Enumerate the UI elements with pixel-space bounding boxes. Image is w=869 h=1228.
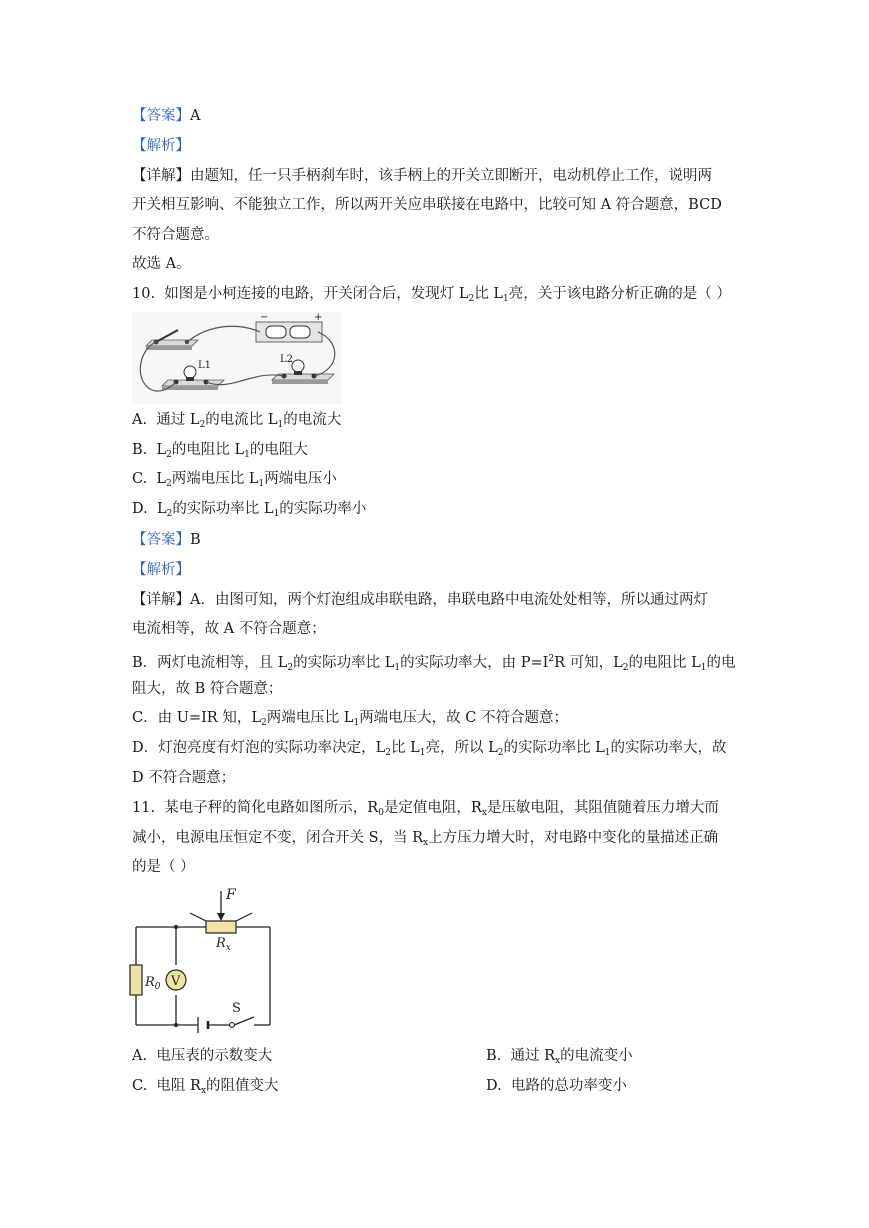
subscript: x xyxy=(423,838,429,848)
subscript: 2 xyxy=(260,718,267,728)
stem-text: 减小，电源电压恒定不变，闭合开关 S，当 R xyxy=(132,830,424,846)
option-text: 的电阻比 L xyxy=(171,442,245,458)
q11-circuit-figure xyxy=(132,885,282,1030)
q10-detail-line-4: 阻大，故 B 符合题意； xyxy=(132,681,283,697)
subscript: 1 xyxy=(244,450,250,460)
option-letter: B. xyxy=(486,1048,502,1064)
subscript: 1 xyxy=(353,718,360,728)
option-letter: C. xyxy=(132,1078,148,1094)
subscript: 2 xyxy=(497,748,504,758)
subscript: 1 xyxy=(277,420,284,430)
detail-tag: 【详解】 xyxy=(132,168,190,184)
q11-option-c[interactable] xyxy=(132,1076,279,1101)
q9-conclusion: 故选 A。 xyxy=(132,256,191,272)
detail-text: B．两灯电流相等，且 L xyxy=(132,655,288,671)
rx-subscript: x xyxy=(225,943,231,953)
r0-label xyxy=(144,975,161,992)
q10-detail-line-7: D 不符合题意； xyxy=(132,770,236,786)
q11-stem-line-2 xyxy=(132,828,718,853)
subscript: 2 xyxy=(622,663,629,673)
answer-value: B xyxy=(190,532,201,548)
question-number: 10. xyxy=(132,286,156,302)
subscript: x xyxy=(555,1056,561,1066)
q10-detail-line-3 xyxy=(132,649,735,678)
subscript: 2 xyxy=(287,663,294,673)
option-text: L xyxy=(156,501,167,517)
option-letter: A. xyxy=(132,412,148,428)
q10-detail-line-6 xyxy=(132,738,726,763)
stem-text: 亮，关于该电路分析正确的是（ ） xyxy=(508,286,731,302)
option-text: 电压表的示数变大 xyxy=(156,1048,273,1064)
option-text: 的电流变小 xyxy=(560,1048,633,1064)
detail-text: 的电 xyxy=(706,655,736,671)
option-text: 的电阻大 xyxy=(249,442,308,458)
stem-text: 是定值电阻，R xyxy=(383,800,482,816)
rx-label xyxy=(215,936,231,953)
detail-text: 两端电压大，故 C 不符合题意； xyxy=(359,710,568,726)
q10-option-b[interactable] xyxy=(132,440,308,465)
q10-stem xyxy=(132,284,731,309)
detail-text: 的实际功率比 L xyxy=(503,740,605,756)
rx-resistor xyxy=(206,921,236,933)
detail-text: A．由图可知，两个灯泡组成串联电路，串联电路中电流处处相等，所以通过两灯 xyxy=(190,592,708,608)
l2-label: L2 xyxy=(280,354,294,365)
option-letter: B. xyxy=(132,442,148,458)
q11-stem-line-3: 的是（ ） xyxy=(132,859,195,875)
detail-text: R 可知，L xyxy=(554,655,623,671)
subscript: 2 xyxy=(166,479,172,489)
option-text: L xyxy=(156,442,167,458)
subscript: 2 xyxy=(468,294,475,304)
q10-option-c[interactable] xyxy=(132,469,337,494)
detail-text: 的实际功率大，故 xyxy=(610,740,727,756)
subscript: 2 xyxy=(199,420,206,430)
subscript: 1 xyxy=(503,294,509,304)
r0-resistor xyxy=(130,965,142,995)
detail-text: 的电阻比 L xyxy=(628,655,701,671)
circuit-wires xyxy=(136,927,270,1025)
subscript: 2 xyxy=(166,509,173,519)
option-text: 两端电压小 xyxy=(264,471,337,487)
option-text: 两端电压比 L xyxy=(171,471,259,487)
superscript: 2 xyxy=(548,654,555,664)
answer-value: A xyxy=(190,108,201,124)
q10-detail-line-2: 电流相等，故 A 不符合题意； xyxy=(132,621,326,637)
option-text: 的电流大 xyxy=(283,412,342,428)
q10-answer-line xyxy=(132,530,201,550)
q10-detail-line-1 xyxy=(132,590,708,610)
answer-tag: 【答案】 xyxy=(132,108,190,124)
subscript: 1 xyxy=(273,509,280,519)
q10-circuit-figure xyxy=(132,312,342,404)
detail-text: C．由 U=IR 知，L xyxy=(132,710,261,726)
option-letter: D. xyxy=(132,501,148,517)
q11-option-b[interactable] xyxy=(486,1046,633,1071)
option-letter: A. xyxy=(132,1048,148,1064)
q9-analysis-tag: 【解析】 xyxy=(132,138,190,154)
r0-subscript: 0 xyxy=(154,982,161,992)
option-letter: C. xyxy=(132,471,148,487)
option-text: L xyxy=(156,471,167,487)
stem-text: 是压敏电阻，其阻值随着压力增大而 xyxy=(486,800,719,816)
detail-text: 由题知，任一只手柄刹车时，该手柄上的开关立即断开，电动机停止工作，说明两 xyxy=(190,168,712,184)
option-text: 电阻 R xyxy=(156,1078,201,1094)
option-text: 的实际功率比 L xyxy=(172,501,274,517)
detail-text: 两端电压比 L xyxy=(266,710,354,726)
plus-label: + xyxy=(314,312,323,323)
detail-text: 比 L xyxy=(391,740,420,756)
option-text: 的阻值变大 xyxy=(206,1078,279,1094)
stem-text: 如图是小柯连接的电路，开关闭合后，发现灯 L xyxy=(164,286,469,302)
r0-symbol: R xyxy=(145,975,155,990)
q11-option-d[interactable] xyxy=(486,1076,627,1096)
q10-detail-line-5 xyxy=(132,708,568,733)
subscript: 0 xyxy=(378,808,384,818)
option-text: 的实际功率小 xyxy=(279,501,367,517)
q9-answer-line xyxy=(132,106,200,126)
rx-symbol: R xyxy=(216,936,226,951)
option-text: 通过 L xyxy=(156,412,200,428)
option-text: 通过 R xyxy=(510,1048,556,1064)
q10-option-d[interactable] xyxy=(132,499,366,524)
option-letter: D. xyxy=(486,1078,502,1094)
q9-detail-line-1 xyxy=(132,166,712,186)
option-text: 的电流比 L xyxy=(205,412,278,428)
subscript: 1 xyxy=(258,479,265,489)
q9-detail-line-2: 开关相互影响、不能独立工作，所以两开关应串联接在电路中，比较可知 A 符合题意，BCD xyxy=(132,197,722,213)
switch-label: S xyxy=(232,1001,241,1016)
q11-stem-line-1 xyxy=(132,798,719,823)
detail-tag: 【详解】 xyxy=(132,592,190,608)
force-label: F xyxy=(226,887,236,903)
stem-text: 比 L xyxy=(474,286,504,302)
detail-text: D．灯泡亮度有灯泡的实际功率决定，L xyxy=(132,740,386,756)
q10-option-a[interactable] xyxy=(132,410,341,435)
subscript: 1 xyxy=(604,748,611,758)
subscript: 1 xyxy=(700,663,707,673)
stem-text: 上方压力增大时，对电路中变化的量描述正确 xyxy=(428,830,719,846)
q11-option-a[interactable] xyxy=(132,1046,272,1066)
detail-text: 的实际功率大，由 P=I xyxy=(400,655,549,671)
detail-text: 亮，所以 L xyxy=(425,740,498,756)
l1-label: L1 xyxy=(198,360,212,371)
question-number: 11. xyxy=(132,800,156,816)
subscript: 1 xyxy=(419,748,426,758)
detail-text: 的实际功率比 L xyxy=(293,655,395,671)
stem-text: 某电子秤的简化电路如图所示，R xyxy=(164,800,379,816)
q9-detail-line-3: 不符合题意。 xyxy=(132,227,219,243)
voltmeter-label: V xyxy=(171,974,181,989)
subscript: x xyxy=(200,1086,207,1096)
option-text: 电路的总功率变小 xyxy=(510,1078,627,1094)
answer-tag: 【答案】 xyxy=(132,532,190,548)
subscript: 2 xyxy=(166,450,172,460)
subscript: 2 xyxy=(385,748,391,758)
subscript: x xyxy=(481,808,487,818)
subscript: 1 xyxy=(394,663,401,673)
switch-pivot xyxy=(230,1023,235,1028)
q10-analysis-tag: 【解析】 xyxy=(132,562,190,578)
minus-label: − xyxy=(260,312,269,323)
